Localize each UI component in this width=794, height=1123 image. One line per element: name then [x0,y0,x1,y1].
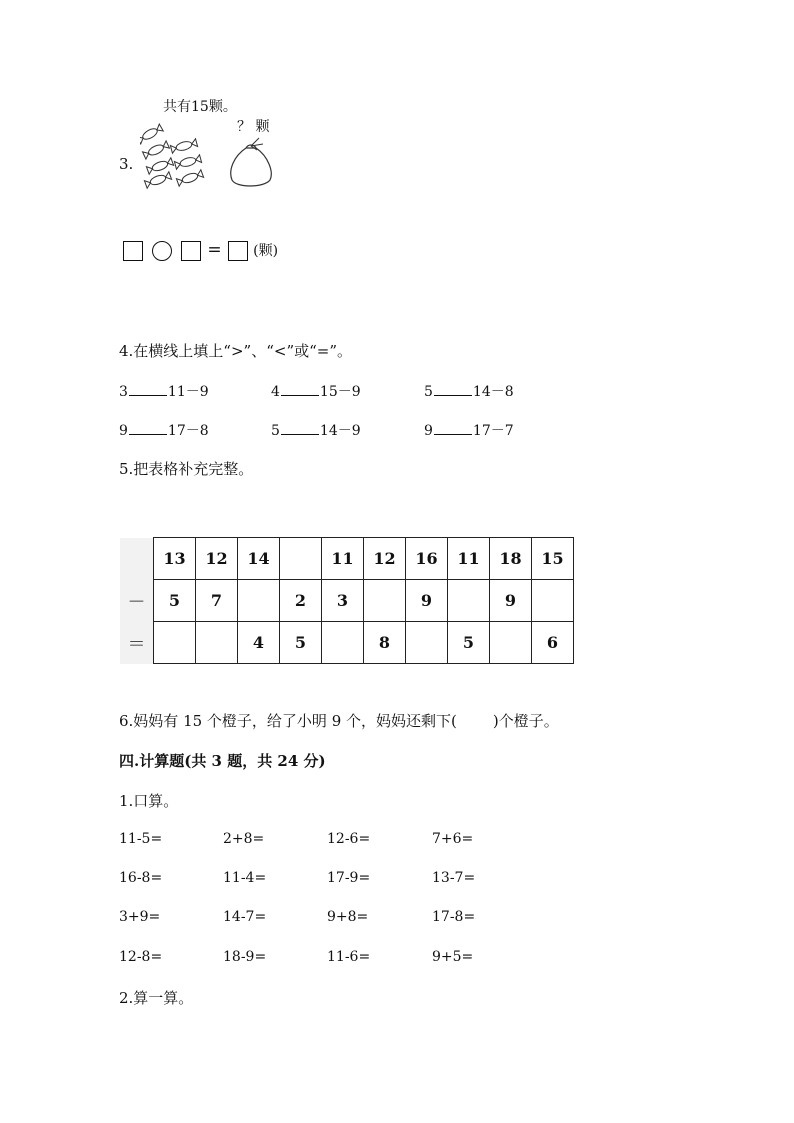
table-cell: 8 [364,622,406,664]
q1-title: 1.口算。 [119,792,179,810]
answer-blank[interactable] [434,381,472,396]
row-label [120,538,154,580]
oral-item: 7+6= [432,831,474,847]
q4-item: 5 14－8 [424,381,514,401]
q3-equation [123,240,278,261]
section-title: 四.计算题(共 3 题，共 24 分) [119,752,326,770]
answer-box[interactable] [228,241,248,261]
bag-icon [226,134,276,190]
table-cell[interactable] [322,622,364,664]
oral-item: 17-8= [432,909,476,925]
oral-item: 12-6= [327,831,371,847]
table-cell: 16 [406,538,448,580]
table-cell: 4 [238,622,280,664]
operator-circle[interactable] [152,241,172,261]
answer-blank[interactable] [129,420,167,435]
table-cell: 11 [448,538,490,580]
oral-item: 11-6= [327,949,371,965]
answer-box[interactable] [181,241,201,261]
table-cell: 14 [238,538,280,580]
q4-item: 9 17－7 [424,420,514,440]
table-cell[interactable] [532,580,574,622]
table-cell: 2 [280,580,322,622]
table-cell[interactable] [490,622,532,664]
oral-item: 9+8= [327,909,369,925]
oral-item: 2+8= [223,831,265,847]
table-row [120,580,574,622]
table-cell: 9 [406,580,448,622]
table-cell: 6 [532,622,574,664]
q4-item: 5 14－9 [271,420,361,440]
q3-unknown-text: ？ 颗 [237,119,270,135]
table-cell: 5 [280,622,322,664]
equals-sign: = [207,240,222,260]
q6-text: 6.妈妈有 15 个橙子，给了小明 9 个，妈妈还剩下( )个橙子。 [119,712,559,730]
table-cell[interactable] [280,538,322,580]
table-cell[interactable] [406,622,448,664]
table-cell: 3 [322,580,364,622]
table-cell[interactable] [238,580,280,622]
oral-item: 17-9= [327,870,371,886]
table-cell: 7 [196,580,238,622]
oral-item: 11-4= [223,870,267,886]
table-cell: 12 [364,538,406,580]
oral-item: 13-7= [432,870,476,886]
oral-item: 12-8= [119,949,163,965]
answer-blank[interactable] [281,420,319,435]
table-cell: 5 [448,622,490,664]
q4-item: 3 11－9 [119,381,209,401]
answer-box[interactable] [123,241,143,261]
answer-blank[interactable] [281,381,319,396]
table-cell: 5 [154,580,196,622]
q5-title: 5.把表格补充完整。 [119,460,254,478]
oral-item: 3+9= [119,909,161,925]
oral-item: 18-9= [223,949,267,965]
answer-blank[interactable] [129,381,167,396]
oral-item: 11-5= [119,831,163,847]
q2-title: 2.算一算。 [119,989,194,1007]
table-cell: 13 [154,538,196,580]
table-cell[interactable] [154,622,196,664]
table-cell: 11 [322,538,364,580]
table-cell: 12 [196,538,238,580]
q3-number: 3. [119,155,134,173]
q4-title: 4.在横线上填上“>”、“<”或“=”。 [119,342,353,360]
q4-item: 9 17－8 [119,420,209,440]
table-cell: 18 [490,538,532,580]
q4-item: 4 15－9 [271,381,361,401]
table-cell: 15 [532,538,574,580]
oral-item: 9+5= [432,949,474,965]
fill-table [120,537,574,664]
table-cell[interactable] [364,580,406,622]
oral-item: 14-7= [223,909,267,925]
candies-illustration [140,120,212,192]
table-cell: 9 [490,580,532,622]
q3-total-text: 共有15颗。 [163,99,237,115]
answer-blank[interactable] [434,420,472,435]
table-row [120,538,574,580]
row-label: － [120,580,154,622]
table-cell[interactable] [196,622,238,664]
q3-unit: (颗) [253,243,279,259]
table-cell[interactable] [448,580,490,622]
table-row [120,622,574,664]
row-label: ＝ [120,622,154,664]
oral-item: 16-8= [119,870,163,886]
